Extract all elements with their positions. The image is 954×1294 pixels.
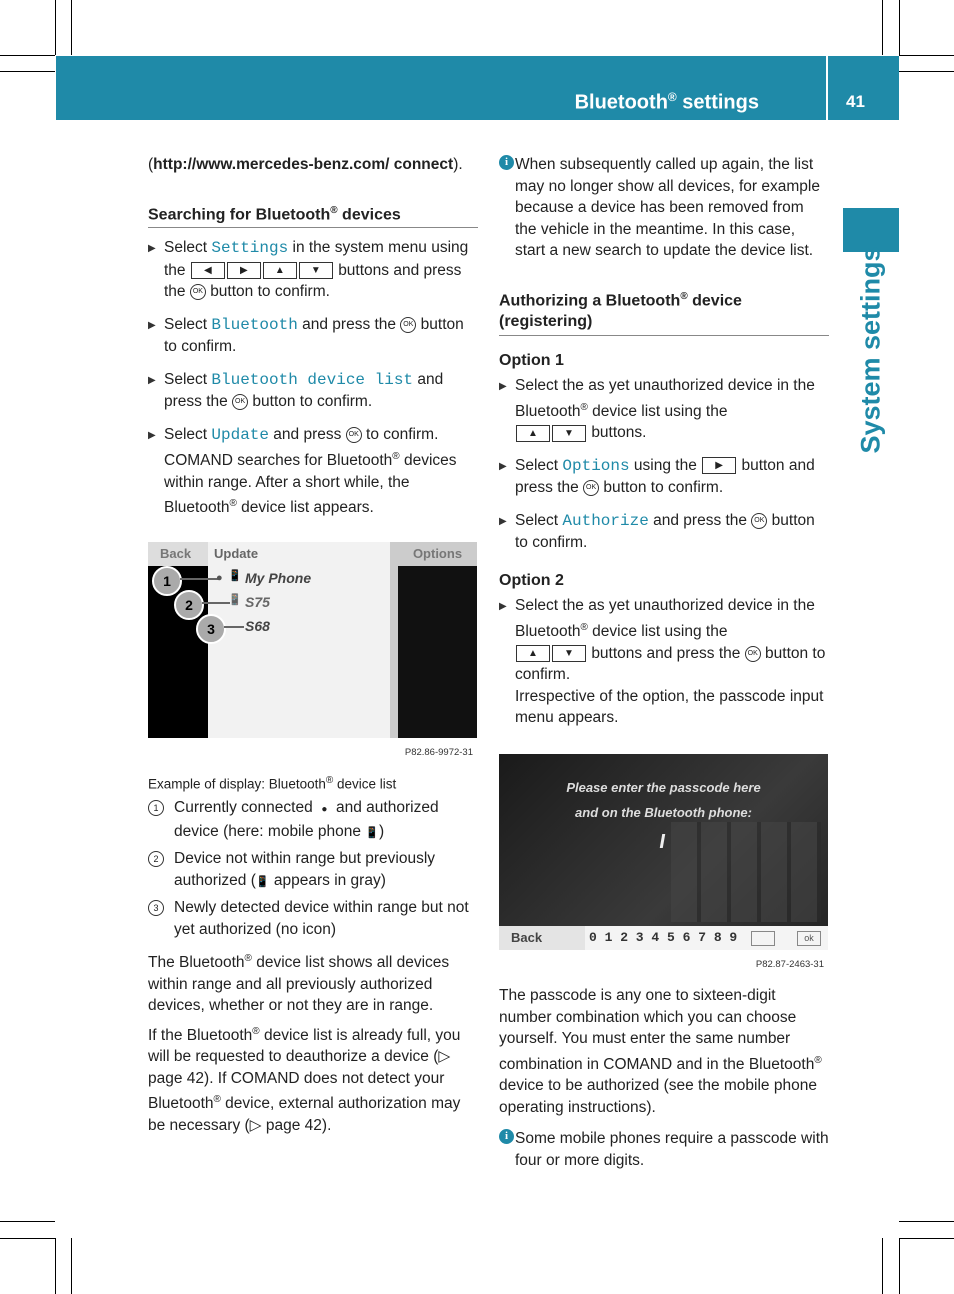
page-title: Bluetooth® settings <box>574 90 759 114</box>
crop-mark <box>0 1238 55 1239</box>
body-paragraph: If the Bluetooth® device list is already full, you will be requested to deauthorize a device (▷ page 42). If COMAND does not detect your Bluetooth® device, external authorization may be necessary (▷ page 42). <box>148 1025 461 1134</box>
option-2-heading: Option 2 <box>499 571 564 589</box>
ok-button-icon: OK <box>190 284 206 300</box>
clear-key-icon <box>751 931 775 946</box>
step-item: ▶ Select Settings in the system menu using the ◀ ▶ ▲ ▼ buttons and press the OK button to confirm. <box>148 237 478 303</box>
menu-term: Bluetooth <box>211 315 298 334</box>
ok-button-icon: OK <box>232 394 248 410</box>
right-panel <box>398 566 477 738</box>
section-heading: Authorizing a Bluetooth® device (registering) <box>499 286 829 336</box>
up-arrow-button-icon: ▲ <box>516 425 550 442</box>
callout-2: 2 <box>174 590 204 620</box>
url-link: http://www.mercedes-benz.com/ connect <box>153 156 454 173</box>
device-s75: S75 <box>245 594 270 610</box>
crop-mark <box>55 0 56 55</box>
figure-id: P82.86-9972-31 <box>404 747 473 758</box>
legend-item-2: 2 Device not within range but previously authorized (📱 appears in gray) <box>148 848 480 893</box>
up-arrow-button-icon: ▲ <box>516 645 550 662</box>
callout-line <box>180 578 220 580</box>
url-paragraph: (http://www.mercedes-benz.com/ connect). <box>148 156 463 173</box>
step-item: ▶ Select Bluetooth and press the OK button to confirm. <box>148 314 478 358</box>
passcode-prompt-line2: and on the Bluetooth phone: <box>575 805 752 820</box>
right-arrow-button-icon: ▶ <box>702 457 736 474</box>
left-column <box>148 154 478 519</box>
keypad-background <box>671 822 821 922</box>
body-paragraph: The passcode is any one to sixteen-digit number combination which you can choose yourself. You must enter the same number combination in COMAND and in the Bluetooth® device to be authorized (see the mobile phone operating instructions). <box>499 987 822 1116</box>
crop-mark <box>899 1238 900 1294</box>
device-s68: S68 <box>245 618 270 634</box>
right-column-lower <box>499 985 829 1171</box>
connected-bullet-icon: ● <box>216 572 223 584</box>
left-column-lower <box>148 770 480 1136</box>
legend-item-3: 3 Newly detected device within range but not yet authorized (no icon) <box>148 897 480 940</box>
passcode-prompt-line1: Please enter the passcode here <box>566 780 761 795</box>
callout-line <box>202 602 230 604</box>
crop-mark <box>899 1221 954 1222</box>
menu-term: Update <box>211 425 269 444</box>
passcode-screenshot <box>499 754 828 970</box>
callout-1: 1 <box>152 566 182 596</box>
menu-term: Bluetooth device list <box>211 370 414 389</box>
info-note: i When subsequently called up again, the list may no longer show all devices, for example because a device has been removed from the vehicle in the meantime. In this case, start a new search to update the device list. <box>499 154 829 262</box>
phone-icon: 📱 <box>228 570 242 582</box>
crop-mark <box>0 55 55 56</box>
down-arrow-button-icon: ▼ <box>299 262 333 279</box>
phone-icon: 📱 <box>255 875 270 888</box>
page-header <box>56 56 899 120</box>
section-tab <box>843 208 899 252</box>
callout-3: 3 <box>196 614 226 644</box>
right-column <box>499 154 829 729</box>
section-heading: Searching for Bluetooth® devices <box>148 200 478 229</box>
phone-icon: 📱 <box>365 826 379 839</box>
device-list-screenshot <box>148 542 477 758</box>
down-arrow-button-icon: ▼ <box>552 645 586 662</box>
back-soft-key: Back <box>148 542 208 566</box>
crop-mark <box>899 71 954 72</box>
crop-mark <box>899 1238 954 1239</box>
header-divider <box>826 56 828 120</box>
crop-mark <box>0 1221 55 1222</box>
down-arrow-button-icon: ▼ <box>552 425 586 442</box>
ok-button-icon: OK <box>745 646 761 662</box>
right-arrow-button-icon: ▶ <box>227 262 261 279</box>
scrollbar <box>390 542 398 738</box>
ok-button-icon: OK <box>400 317 416 333</box>
crop-mark <box>55 1238 56 1294</box>
info-icon: i <box>499 1129 514 1144</box>
ok-button-icon: OK <box>751 513 767 529</box>
step-item: ▶ Select Update and press OK to confirm. COMAND searches for Bluetooth® devices within range. After a short while, the Bluetooth® device list appears. <box>148 424 478 519</box>
info-note: i Some mobile phones require a passcode with four or more digits. <box>499 1128 829 1171</box>
menu-term: Settings <box>211 239 289 258</box>
crop-mark <box>882 1238 883 1294</box>
bullet-icon: ● <box>321 804 328 815</box>
crop-mark <box>0 71 55 72</box>
crop-mark <box>882 0 883 55</box>
phone-gray-icon: 📱 <box>228 594 242 606</box>
options-soft-key: Options <box>398 542 477 566</box>
back-soft-key: Back <box>499 926 585 950</box>
step-item: ▶ Select the as yet unauthorized device in the Bluetooth® device list using the ▲ ▼ buttons. <box>499 375 829 444</box>
step-item: ▶ Select the as yet unauthorized device in the Bluetooth® device list using the ▲ ▼ buttons and press the OK button to confirm. Irrespective of the option, the passcode input menu appears. <box>499 595 829 728</box>
ok-button-icon: OK <box>346 427 362 443</box>
step-item: ▶ Select Bluetooth device list and press the OK button to confirm. <box>148 369 478 413</box>
legend-item-1: 1 Currently connected ● and authorized device (here: mobile phone 📱) <box>148 797 480 844</box>
crop-mark <box>899 55 954 56</box>
section-tab-label: System settings <box>855 246 886 454</box>
menu-term: Options <box>562 456 630 475</box>
digit-keys: 0 1 2 3 4 5 6 7 8 9 <box>589 930 738 945</box>
ok-key: ok <box>797 931 821 946</box>
up-arrow-button-icon: ▲ <box>263 262 297 279</box>
crop-mark <box>899 0 900 55</box>
option-1-heading: Option 1 <box>499 351 564 369</box>
device-my-phone: My Phone <box>245 570 312 586</box>
ok-button-icon: OK <box>583 480 599 496</box>
step-item: ▶ Select Options using the ▶ button and press the OK button to confirm. <box>499 455 829 499</box>
step-item: ▶ Select Authorize and press the OK button to confirm. <box>499 510 829 554</box>
left-arrow-button-icon: ◀ <box>191 262 225 279</box>
input-cursor <box>660 834 665 848</box>
figure-id: P82.87-2463-31 <box>755 959 824 970</box>
crop-mark <box>71 0 72 55</box>
callout-line <box>224 626 244 628</box>
update-menu-item: Update <box>214 546 259 561</box>
crop-mark <box>71 1238 72 1294</box>
body-paragraph: The Bluetooth® device list shows all devices within range and all previously authorized devices, whether or not they are in range. <box>148 953 450 1015</box>
info-icon: i <box>499 155 514 170</box>
figure-caption: Example of display: Bluetooth® device list <box>148 775 397 792</box>
page-number: 41 <box>846 92 865 111</box>
menu-term: Authorize <box>562 511 649 530</box>
